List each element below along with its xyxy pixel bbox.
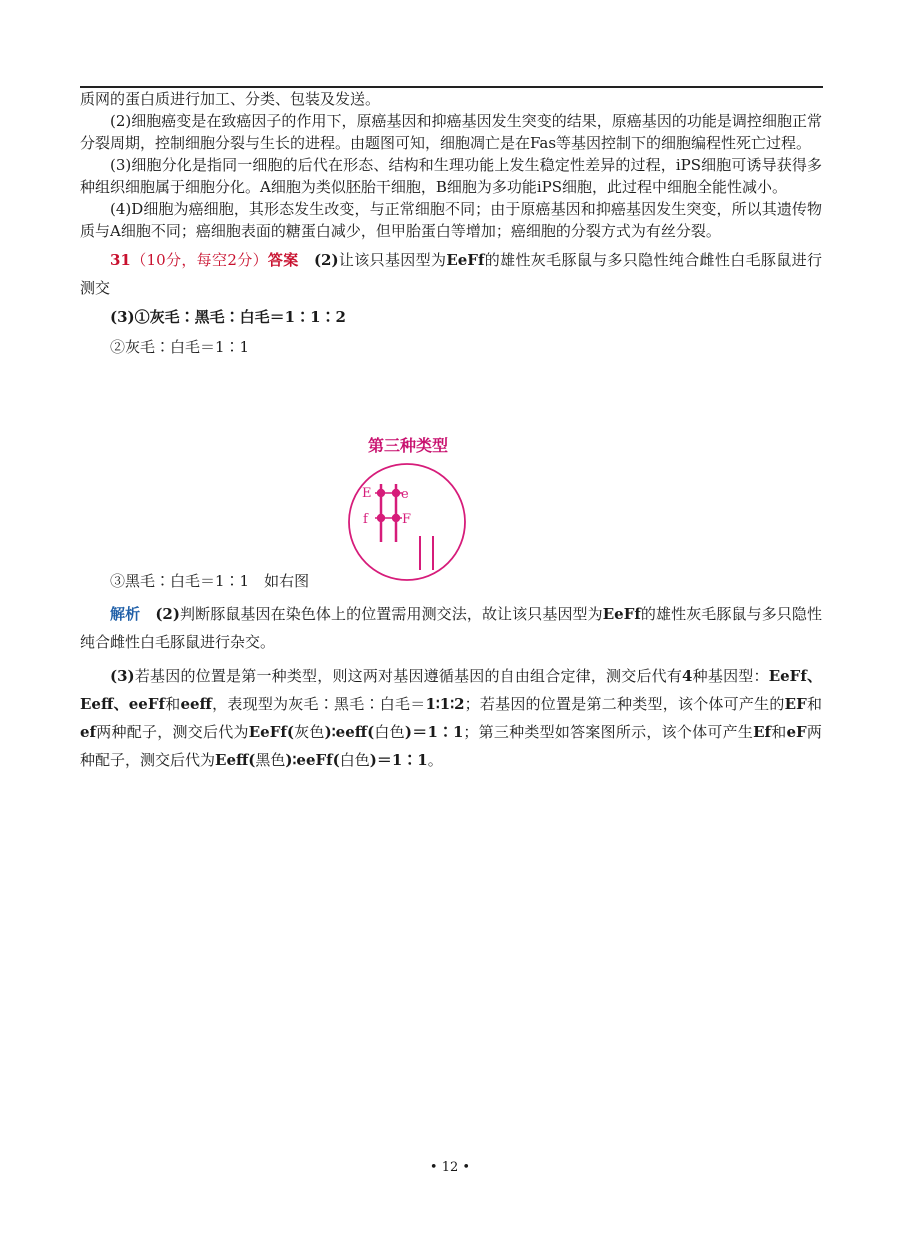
a3-text-g: 两种配子，测交后代为 [80, 723, 822, 769]
a3-num: (3) [110, 667, 135, 685]
answer-3-1 [80, 302, 822, 332]
a2-text-a: 判断豚鼠基因在染色体上的位置需用测交法，故让该只基因型为 [179, 605, 603, 623]
a3-genotypes: EeFf、Eeff、eeFf [80, 667, 822, 713]
a2-text-b: 的雄性灰毛豚鼠与多只隐性纯合雌性白毛豚鼠进行杂交。 [80, 605, 822, 651]
page-number: • 12 • [429, 1160, 471, 1175]
a3-cross-2b: )∶eeFf( [285, 751, 340, 769]
a3-end: 。 [427, 751, 443, 769]
analysis-2 [80, 600, 822, 656]
q31-points: （10分，每空2分） [130, 251, 268, 269]
a3-and: 和 [164, 695, 181, 713]
ans2-num: (2) [313, 251, 339, 269]
figure-title: 第三种类型 [367, 436, 449, 455]
a3-cross-1c: )＝ [404, 723, 428, 741]
analysis-3 [80, 662, 822, 774]
a3-and-3: 和 [770, 723, 787, 741]
answer-tag: 答案 [267, 251, 299, 269]
a3-grey: 灰色 [293, 723, 325, 741]
a3-text-e: 两种配子，测交后代为 [96, 723, 249, 741]
chromosome-figure [340, 424, 476, 582]
a3-Ef: Ef [753, 723, 771, 741]
analysis-tag: 解析 [110, 605, 141, 623]
a3-cross-2: Eeff( [215, 751, 256, 769]
a3-EF: EF [784, 695, 807, 713]
a3-four: 4 [682, 667, 693, 685]
q31-answer-2 [80, 246, 822, 302]
ans2-text-a: 让该只基因型为 [338, 251, 447, 269]
a2-num: (2) [155, 605, 180, 623]
a3-text-d: ；若基因的位置是第二种类型，该个体可产生的 [464, 695, 785, 713]
a2-genotype: EeFf [602, 605, 641, 623]
a3-ratio-2: 1∶1 [427, 723, 464, 741]
ans3-3-text: ③黑毛∶白毛＝1∶1 [110, 572, 250, 590]
label-E: E [362, 486, 372, 501]
ans3-2-text: ②灰毛∶白毛＝1∶1 [110, 338, 250, 356]
a3-ratio-1: 1∶1∶2 [425, 695, 465, 713]
label-f: f [363, 512, 368, 527]
text-body [80, 88, 822, 362]
a3-ef: ef [80, 723, 96, 741]
paragraph-3: (3)细胞分化是指同一细胞的后代在形态、结构和生理功能上发生稳定性差异的过程，iPS细胞可诱导获得多种组织细胞属于细胞分化。A细胞为类似胚胎干细胞，B细胞为多功能iPS细胞，此过程中细胞全能性减小。 [80, 156, 822, 196]
ans3-num: (3) [110, 308, 135, 326]
a3-white-2: 白色 [339, 751, 370, 769]
label-e: e [401, 487, 409, 502]
a3-and-2: 和 [806, 695, 822, 713]
a3-ratio-3: 1∶1 [391, 751, 428, 769]
a3-text-c: ，表现型为灰毛∶黑毛∶白毛＝ [211, 695, 426, 713]
analysis-section [80, 600, 822, 774]
ans3-3-ref: 如右图 [264, 572, 310, 590]
a3-cross-1: EeFf( [248, 723, 294, 741]
q31-number: 31 [110, 251, 131, 269]
paragraph-4: (4)D细胞为癌细胞，其形态发生改变，与正常细胞不同；由于原癌基因和抑癌基因发生突变，所以其遗传物质与A细胞不同；癌细胞表面的糖蛋白减少，但甲胎蛋白等增加；癌细胞的分裂方式为有丝分裂。 [80, 200, 822, 240]
a3-text-b: 种基因型： [692, 667, 769, 685]
answer-3-2 [80, 332, 822, 362]
a3-eeff: eeff [180, 695, 212, 713]
a3-cross-2c: )＝ [369, 751, 392, 769]
a3-white: 白色 [374, 723, 405, 741]
answer-3-3 [110, 570, 309, 591]
ans2-genotype: EeFf [446, 251, 485, 269]
ans2-text-b: 的雄性灰毛豚鼠与多只隐性纯合雌性白毛豚鼠进行测交 [80, 251, 822, 297]
paragraph-2: (2)细胞癌变是在致癌因子的作用下，原癌基因和抑癌基因发生突变的结果，原癌基因的功能是调控细胞正常分裂周期，控制细胞分裂与生长的进程。由题图可知，细胞凋亡是在Fas等基因控制下的细胞编程性死亡过程。 [80, 112, 822, 152]
a3-eF: eF [786, 723, 807, 741]
a3-black: 黑色 [255, 751, 286, 769]
a3-text-a: 若基因的位置是第一种类型，则这两对基因遵循基因的自由组合定律，测交后代有 [134, 667, 683, 685]
a3-cross-1b: )∶eeff( [324, 723, 375, 741]
ans3-1-text: ①灰毛∶黑毛∶白毛＝1∶1∶2 [134, 308, 346, 326]
a3-text-f: ；第三种类型如答案图所示，该个体可产生 [463, 723, 754, 741]
paragraph-1: 质网的蛋白质进行加工、分类、包装及发送。 [80, 90, 381, 108]
label-F: F [402, 512, 412, 527]
chromosome-diagram [340, 424, 476, 582]
